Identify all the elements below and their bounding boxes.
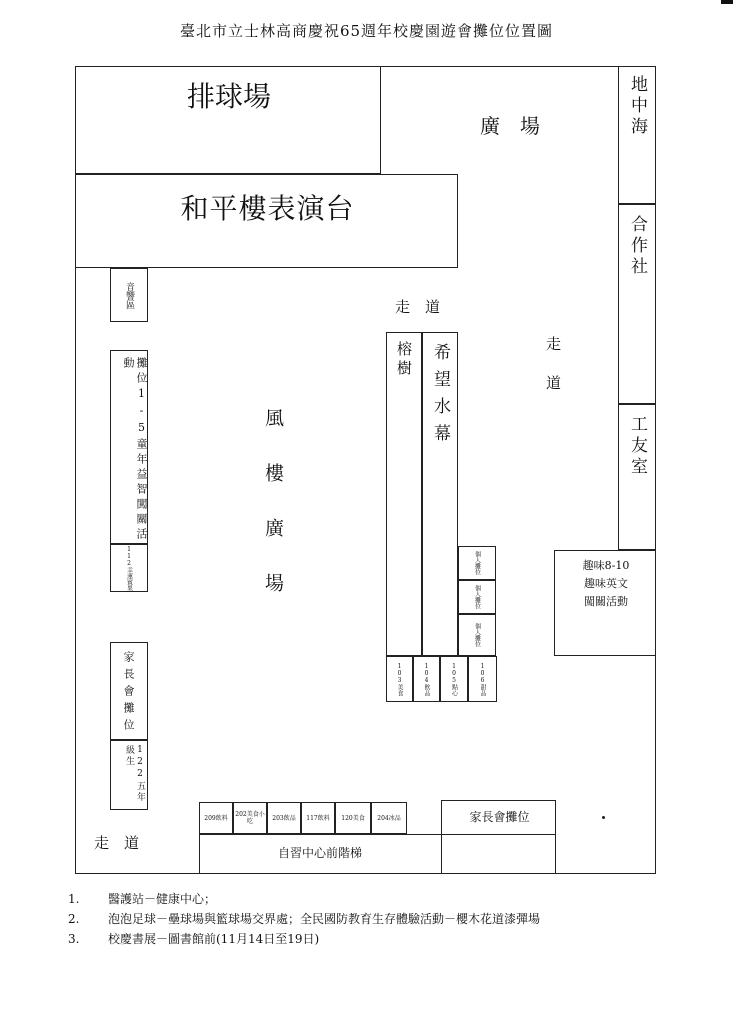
stall-112-label: 112幸運賓果 [125, 545, 133, 591]
note-1-text: 醫護站－健康中心； [108, 892, 217, 906]
sound-area [110, 268, 148, 322]
booth-202 [233, 802, 267, 834]
volleyball-court-label: 排球場 [186, 80, 271, 113]
booth-117-label: 117飲料 [306, 814, 330, 822]
hope-fountain-label: 希望水幕 [430, 343, 450, 451]
volleyball-court [75, 66, 381, 174]
booth-104-label: 104飲品 [423, 662, 430, 696]
walkway-bottom-label: 走 道 [94, 834, 140, 852]
booth-203-label: 203飲品 [272, 814, 296, 822]
booth-individual-1 [458, 546, 496, 580]
stall-122-label: 122五年級生 [124, 745, 145, 803]
parents-stall-left-label: 家長會攤位 [122, 651, 135, 736]
study-center-stairs-label: 自習中心前階梯 [277, 846, 362, 860]
note-2-text: 泡泡足球－壘球場與籃球場交界處；全民國防教育生存體驗活動－櫻木花道漆彈場 [108, 912, 541, 926]
note-3-number: 3. [68, 932, 80, 946]
parents-stall-left [110, 642, 148, 740]
sound-area-label: 音響區 [124, 281, 134, 309]
booth-209 [199, 802, 233, 834]
fun-english-booth [554, 550, 656, 656]
booth-106-label: 106甜品 [479, 662, 486, 696]
stage-label: 和平樓表演台 [180, 192, 355, 225]
peace-building-stage [75, 174, 458, 268]
plaza-top-label: 廣 場 [480, 114, 540, 138]
booth-104 [413, 656, 440, 702]
booth-120-label: 120美食 [341, 814, 365, 822]
wind-plaza-label: 風樓廣場 [262, 408, 284, 628]
stall-112 [110, 544, 148, 592]
banyan-tree [386, 332, 422, 656]
note-1-number: 1. [68, 892, 80, 906]
cooperative-label: 合作社 [627, 215, 647, 278]
stalls-1-5-label: 攤位1-5童年益智闖關活動 [122, 357, 148, 543]
booth-individual-3-label: 個人攤位 [473, 623, 481, 647]
booth-individual-2-label: 個人攤位 [473, 585, 481, 609]
dot-mark [602, 816, 605, 819]
booth-202-label: 202美食小吃 [235, 811, 265, 825]
cooperative-store [618, 204, 656, 404]
booth-120 [335, 802, 371, 834]
booth-individual-2 [458, 580, 496, 614]
parents-stall-bottom-label: 家長會攤位 [469, 810, 530, 824]
fun-english-line-2: 趣味英文 [584, 577, 628, 590]
note-3-text: 校慶書展－圖書館前(11月14日至19日) [108, 932, 320, 946]
booth-117 [301, 802, 335, 834]
banyan-label: 榕樹 [395, 341, 413, 379]
note-2 [68, 910, 540, 927]
workers-room-label: 工友室 [627, 415, 647, 478]
booth-103-label: 103美食 [396, 662, 403, 696]
booth-203 [267, 802, 301, 834]
hope-fountain [422, 332, 458, 656]
note-2-number: 2. [68, 912, 80, 926]
booth-204 [371, 802, 407, 834]
mediterranean-label: 地中海 [627, 75, 647, 138]
booth-103 [386, 656, 413, 702]
walkway-right-label: 走道 [544, 336, 562, 414]
note-1 [68, 890, 216, 907]
mediterranean-shop [618, 66, 656, 204]
map-title: 臺北市立士林高商慶祝65週年校慶園遊會攤位位置圖 [179, 22, 554, 40]
fun-english-line-3: 闖關活動 [584, 595, 628, 608]
booth-106 [468, 656, 497, 702]
workers-room [618, 404, 656, 550]
parents-stall-bottom [441, 800, 556, 874]
note-3 [68, 930, 319, 947]
stalls-1-5 [110, 350, 148, 544]
booth-individual-3 [458, 614, 496, 656]
fun-english-line-1: 趣味8-10 [582, 559, 630, 572]
booth-105-label: 105點心 [450, 662, 458, 696]
booth-209-label: 209飲料 [204, 814, 228, 822]
walkway-top-label: 走 道 [395, 298, 441, 316]
stall-122 [110, 740, 148, 810]
corner-mark [721, 0, 733, 4]
booth-105 [440, 656, 468, 702]
booth-204-label: 204冰品 [377, 814, 401, 822]
booth-individual-1-label: 個人攤位 [473, 551, 481, 575]
